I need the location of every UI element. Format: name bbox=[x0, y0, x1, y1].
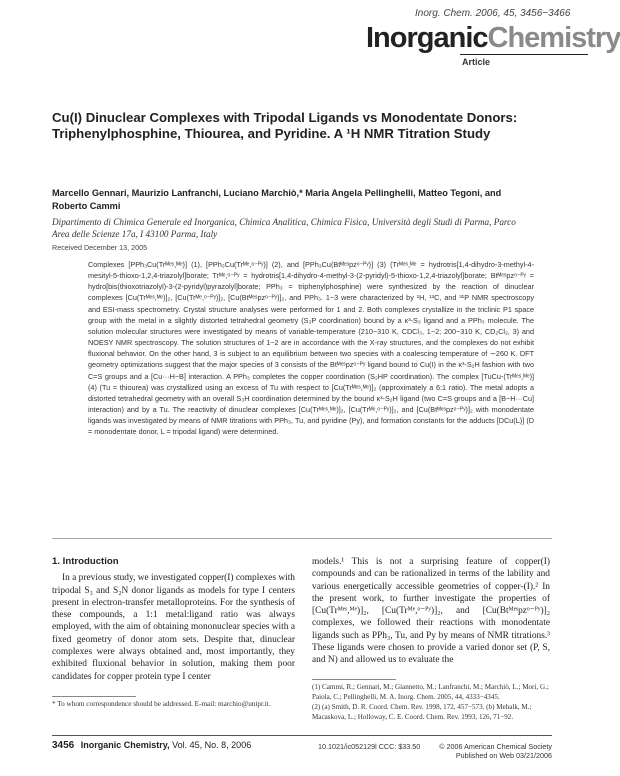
footer-volume: Vol. 45, No. 8, 2006 bbox=[172, 740, 252, 750]
footer-copyright-block bbox=[420, 742, 552, 760]
logo-word-inorganic: Inorganic bbox=[366, 22, 488, 54]
section-heading-introduction: 1. Introduction bbox=[52, 556, 119, 567]
body-column-right bbox=[312, 556, 550, 667]
section-divider bbox=[52, 538, 552, 539]
published-date: Published on Web 03/21/2006 bbox=[455, 751, 552, 760]
footer-doi: 10.1021/ic052129l CCC: $33.50 bbox=[318, 742, 421, 751]
body-column-left bbox=[52, 556, 295, 683]
copyright-text: © 2006 American Chemical Society bbox=[439, 742, 552, 751]
journal-reference: Inorg. Chem. 2006, 45, 3456−3466 bbox=[415, 8, 571, 19]
logo-word-chemistry: Chemistry bbox=[487, 22, 620, 54]
affiliation: Dipartimento di Chimica Generale ed Inorganica, Chimica Analitica, Chimica Fisica, Università degli Studi di Parma, Parco Area delle Scienze 17a, I 43100 Parma, Italy bbox=[52, 217, 516, 239]
intro-paragraph-left: In a previous study, we investigated copper(I) complexes with tripodal S₃ and S₂N donor ligands as models for type I centers present in electron-transfer metalloproteins. For the synthesis of these compounds, a 1:1 metal:ligand ratio was always employed, with the aim of obtaining mononuclear species with a fixed geometry of donor atom sets. Despite that, dinuclear complexes were always obtained and, most importantly, they exhibited fluxional behavior in solution, making them poor candidates for copper protein type I center bbox=[52, 573, 295, 682]
references-divider bbox=[312, 679, 396, 680]
footer-citation bbox=[52, 740, 251, 751]
page-number: 3456 bbox=[52, 740, 75, 751]
reference-item: (2) (a) Smith, D. R. Coord. Chem. Rev. 1998, 172, 457−573. (b) Mehalk, M.; Macaskova, L.; Holloway, C. E. Coord. Chem. Rev. 1993, 126, 71−92. bbox=[312, 703, 532, 721]
paper-title: Cu(I) Dinuclear Complexes with Tripodal Ligands vs Monodentate Donors: Triphenylphosphine, Thiourea, and Pyridine. A ¹H NMR Titration Study bbox=[52, 110, 518, 141]
logo-divider bbox=[460, 54, 588, 55]
footnote-divider bbox=[52, 696, 136, 697]
author-list: Marcello Gennari, Maurizio Lanfranchi, Luciano Marchiò,* Maria Angela Pellinghelli, Matteo Tegoni, and Roberto Cammi bbox=[52, 188, 502, 211]
received-date: Received December 13, 2005 bbox=[52, 243, 148, 252]
correspondence-footnote: * To whom correspondence should be addressed. E-mail: marchio@unipr.it. bbox=[52, 700, 271, 708]
footer-journal-name: Inorganic Chemistry, bbox=[80, 740, 170, 750]
abstract: Complexes [PPh₃Cu(Trᴹᵉˢ,ᴹᵉ)] (1), [PPh₃Cu(Trᴹᵉ,ᵒ⁻ᴾʸ)] (2), and [PPh₃Cu(Btᴹᵉˢpzᵒ⁻ᴾʸ)] (3) (Trᴹᵉˢ,ᴹᵉ = hydrotris[1,4-dihydro-3-methyl-4-mesityl-5-thioxo-1,2,4-triazolyl]borate; Trᴹᵉ,ᵒ⁻ᴾʸ = hydrotris[1,4-dihydro-4-methyl-3-(2-pyridyl)-5-thioxo-1,2,4-triazolyl]borate; Btᴹᵉˢpzᵒ⁻ᴾʸ = hydro[bis(thioxotriazolyl)-3-(2-pyridyl)pyrazolyl]borate; PPh₃ = triphenylphosphine) were synthesized by the reaction of dinuclear complexes [Cu(Trᴹᵉˢ,ᴹᵉ)]₂, [Cu(Trᴹᵉ,ᵒ⁻ᴾʸ)]₂, [Cu(Btᴹᵉˢpzᵒ⁻ᴾʸ)]₂, and PPh₃. 1−3 were characterized by ¹H, ¹³C, and ³¹P NMR spectroscopy and ESI-mass spectrometry. Crystal structure analyses were performed for 1 and 2. Both complexes crystallize in the triclinic P1 space group with the metal in a slightly distorted tetrahedral geometry (S₃P coordination) bound by a κ³-S₃ ligand and a PPh₃ molecule. The solution molecular structures were investigated by means of variable-temperature (210−310 K, CDCl₃, 1−2; 200−310 K, CD₂Cl₂, 3) and NOESY NMR spectroscopy. The solution structures of 1−2 are in accordance with the X-ray structures, and the complexes do not exhibit fluxional behavior. On the other hand, 3 is subject to an equilibrium between two species with a coalescing temperature of ∼260 K. DFT geometry optimizations suggest that the major species of 3 consists of the Btᴹᵉˢpzᵒ⁻ᴾʸ ligand bound to Cu(I) in the κ³-S₂H fashion with two C=S groups and a [Cu···H−B] interaction. A PPh₃ completes the copper coordination (S₂HP coordination). The complex [TuCu-(Trᴹᵉˢ,ᴹᵉ)] (4) (Tu = thiourea) was crystallized using an excess of Tu with respect to [Cu(Trᴹᵉˢ,ᴹᵉ)]₂ (approximately a 6:1 ratio). The metal adopts a distorted tetrahedral geometry with an overall S₃H coordination determined by the bound κ³-S₂H ligand (two C=S groups and a [B−H···Cu] interaction) and by a Tu. The reactivity of dinuclear complexes [Cu(Trᴹᵉˢ,ᴹᵉ)]₂, [Cu(Trᴹᵉ,ᵒ⁻ᴾʸ)]₂, and [Cu(Btᴹᵉˢpzᵒ⁻ᴾʸ)]₂ with monodentate ligands was investigated by means of NMR titrations with PPh₃, Tu, and pyridine (Py), and formation constants for the adducts [DCu(L)] (D = monodentate donor, L = tripodal ligand) were determined. bbox=[88, 260, 534, 437]
article-type-label: Article bbox=[462, 57, 491, 67]
intro-paragraph-right: models.¹ This is not a surprising feature of copper(I) compounds and can be rationalized in terms of the lability and various energetically accessible geometries of copper-(I).² In the present work, to further investigate the properties of [Cu(Trᴹᵉˢ,ᴹᵉ)]₂, [Cu(Trᴹᵉ,ᵒ⁻ᴾʸ)]₂, and [Cu(Btᴹᵉˢpzᵒ⁻ᴾʸ)]₂ complexes, we followed their reactions with monodentate ligands such as PPh₃, Tu, and Py by means of NMR titrations.³ These ligands were chosen to provide a varied donor set (P, S, and N) and allowed us to evaluate the bbox=[312, 557, 550, 666]
reference-item: (1) Cammi, R.; Gennari, M.; Giannetto, M.; Lanfranchi, M.; Marchiò, L.; Mori, G.; Paiola, C.; Pellinghelli, M. A. Inorg. Chem. 2005, 44, 4333−4345. bbox=[312, 683, 549, 701]
footer-divider bbox=[52, 735, 552, 736]
reference-list bbox=[312, 683, 550, 723]
